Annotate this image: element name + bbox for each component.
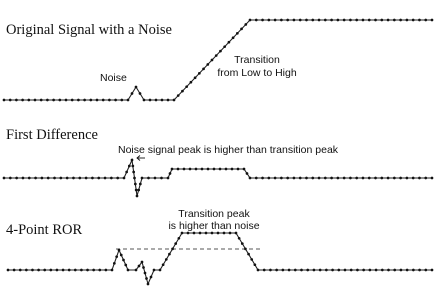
sample-point [124,264,127,267]
sample-point [66,177,69,180]
sample-point [232,36,235,39]
sample-point [28,177,31,180]
sample-point [300,269,303,272]
sample-point [229,232,232,235]
sample-point [393,269,396,272]
sample-point [135,269,138,272]
sample-point [59,177,62,180]
sample-point [165,258,168,261]
sample-point [424,177,427,180]
sample-point [318,177,321,180]
sample-point [147,283,150,286]
sample-point [3,177,6,180]
sample-point [381,269,384,272]
sample-point [349,19,352,22]
panel-original-signal [3,19,434,102]
sample-point [144,272,147,275]
sample-point [349,177,352,180]
sample-point [195,168,198,171]
sample-point [13,269,16,272]
sample-point [116,177,119,180]
transition-label-line1: Transition [234,54,280,66]
sample-point [167,99,170,102]
sample-point [138,265,141,268]
sample-point [311,19,314,22]
sample-point [135,86,138,89]
sample-point [83,99,86,102]
sample-point [337,177,340,180]
sample-point [169,172,172,175]
sample-point [110,177,113,180]
sample-point [21,99,24,102]
sample-point [369,269,372,272]
sample-point [178,237,181,240]
transition-label-line2: from Low to High [217,67,297,79]
sample-point [143,99,146,102]
sample-point [65,99,68,102]
sample-point [77,99,80,102]
sample-point [356,269,359,272]
sample-point [49,269,52,272]
sample-point [223,45,226,48]
sample-point [288,269,291,272]
sample-point [173,99,176,102]
sample-point [255,177,258,180]
sample-point [263,269,266,272]
sample-point [104,177,107,180]
sample-point [228,41,231,44]
panel-4-point-ror [6,208,433,285]
sample-point [431,19,434,22]
sample-point [56,269,59,272]
sample-point [343,19,346,22]
sample-point [43,269,46,272]
sample-point [299,177,302,180]
sample-point [318,19,321,22]
sample-point [153,269,156,272]
sample-point [78,177,81,180]
sample-point [113,262,116,265]
sample-point [22,177,25,180]
sample-point [31,269,34,272]
sample-point [261,177,264,180]
sample-point [246,172,249,175]
sample-point [343,177,346,180]
sample-point [368,19,371,22]
ror-points [7,232,434,286]
sample-point [133,177,136,180]
sample-point [136,195,139,198]
sample-point [194,76,197,79]
sample-point [141,261,144,264]
sample-point [7,269,10,272]
sample-point [267,19,270,22]
arrow-icon [137,156,145,161]
sample-point [185,85,188,88]
sample-point [193,232,196,235]
sample-point [177,94,180,97]
sample-point [3,99,6,102]
sample-point [135,189,138,192]
sample-point [131,92,134,95]
sample-point [40,99,43,102]
sample-point [418,19,421,22]
sample-point [131,159,134,162]
sample-point [387,269,390,272]
sample-point [406,19,409,22]
sample-point [311,177,314,180]
sample-point [62,269,65,272]
sample-point [299,19,302,22]
sample-point [387,19,390,22]
sample-point [418,177,421,180]
sample-point [211,232,214,235]
sample-point [374,177,377,180]
sample-point [247,253,250,256]
sample-point [108,99,111,102]
sample-point [362,177,365,180]
sample-point [250,258,253,261]
sample-point [261,19,264,22]
sample-point [161,99,164,102]
sample-point [174,242,177,245]
noise-label: Noise [100,72,127,84]
sample-point [293,177,296,180]
sample-point [305,177,308,180]
sample-point [74,269,77,272]
sample-point [255,19,258,22]
sample-point [122,259,125,262]
sample-point [286,19,289,22]
sample-point [98,269,101,272]
sample-point [431,269,434,272]
sample-point [142,266,145,269]
sample-point [155,99,158,102]
sample-point [412,19,415,22]
sample-point [215,54,218,57]
sample-point [150,276,153,279]
sample-point [134,183,137,186]
sample-point [418,269,421,272]
sample-point [71,99,74,102]
first-difference-annotation: Noise signal peak is higher than transition peak [118,144,339,156]
sample-point [282,269,285,272]
sample-point [53,177,56,180]
sample-point [213,168,216,171]
sample-point [331,269,334,272]
sample-point [154,177,157,180]
sample-point [177,168,180,171]
sample-point [380,177,383,180]
sample-point [355,177,358,180]
sample-point [123,177,126,180]
panel-title-4-point-ror: 4-Point ROR [6,222,83,238]
first-difference-points [3,159,434,198]
sample-point [374,19,377,22]
sample-point [127,269,130,272]
sample-point [375,269,378,272]
ror-annotation-line1: Transition peak [178,208,250,220]
sample-point [293,19,296,22]
sample-point [120,99,123,102]
sample-point [406,269,409,272]
sample-point [406,177,409,180]
sample-point [275,269,278,272]
sample-point [219,50,222,53]
sample-point [115,255,118,258]
sample-point [286,177,289,180]
sample-point [380,19,383,22]
sample-point [114,99,117,102]
sample-point [34,177,37,180]
sample-point [280,19,283,22]
panel-title-first-difference: First Difference [6,127,98,143]
sample-point [102,99,105,102]
sample-point [219,168,222,171]
sample-point [89,99,92,102]
sample-point [305,19,308,22]
sample-point [41,177,44,180]
sample-point [325,269,328,272]
sample-point [344,269,347,272]
sample-point [330,177,333,180]
sample-point [324,177,327,180]
sample-point [120,254,123,257]
ror-trace [8,233,432,284]
sample-point [187,232,190,235]
sample-point [80,269,83,272]
sample-point [202,68,205,71]
sample-point [201,168,204,171]
sample-point [25,269,28,272]
sample-point [125,171,128,174]
sample-point [181,90,184,93]
sample-point [337,19,340,22]
sample-point [58,99,61,102]
panel-title-original: Original Signal with a Noise [6,22,172,38]
sample-point [19,269,22,272]
sample-point [368,177,371,180]
sample-point [319,269,322,272]
sample-point [205,232,208,235]
sample-point [111,269,114,272]
sample-point [9,177,12,180]
sample-point [9,99,12,102]
sample-point [280,177,283,180]
sample-point [46,99,49,102]
sample-point [244,248,247,251]
sample-point [131,165,134,168]
sample-point [47,177,50,180]
sample-point [249,177,252,180]
sample-point [257,269,260,272]
sample-point [159,269,162,272]
sample-point [424,19,427,22]
sample-point [97,177,100,180]
sample-point [190,81,193,84]
sample-point [34,99,37,102]
sample-point [243,168,246,171]
sample-point [412,177,415,180]
sample-point [139,183,142,186]
sample-point [168,253,171,256]
sample-point [139,92,142,95]
sample-point [96,99,99,102]
sample-point [118,249,121,252]
sample-point [238,237,241,240]
sample-point [249,19,252,22]
sample-point [274,177,277,180]
sample-point [52,99,55,102]
sample-point [127,99,130,102]
sample-point [324,19,327,22]
sample-point [330,19,333,22]
sample-point [400,269,403,272]
sample-point [267,177,270,180]
sample-point [362,269,365,272]
sample-point [217,232,220,235]
sample-point [147,177,150,180]
sample-point [240,28,243,31]
sample-point [85,177,88,180]
sample-point [231,168,234,171]
sample-point [237,168,240,171]
sample-point [241,242,244,245]
ror-annotation-line2: is higher than noise [168,220,260,232]
sample-point [211,59,214,62]
sample-point [141,177,144,180]
sample-point [15,99,18,102]
sample-point [145,277,148,280]
sample-point [68,269,71,272]
sample-point [171,168,174,171]
sample-point [183,168,186,171]
sample-point [236,32,239,35]
sample-point [105,269,108,272]
sample-point [181,232,184,235]
sample-point [387,177,390,180]
sample-point [313,269,316,272]
sample-point [37,269,40,272]
sample-point [274,19,277,22]
sample-point [15,177,18,180]
sample-point [171,248,174,251]
sample-point [244,23,247,26]
sample-point [199,232,202,235]
sample-point [162,263,165,266]
panel-first-difference [3,127,434,197]
sample-point [225,168,228,171]
sample-point [412,269,415,272]
sample-point [355,19,358,22]
sample-point [399,177,402,180]
sample-point [189,168,192,171]
sample-point [393,19,396,22]
sample-point [294,269,297,272]
sample-point [149,99,152,102]
sample-point [27,99,30,102]
sample-point [137,189,140,192]
sample-point [350,269,353,272]
sample-point [254,263,257,266]
sample-point [86,269,89,272]
sample-point [235,232,238,235]
sample-point [160,177,163,180]
sample-point [132,171,135,174]
sample-point [128,165,131,168]
sample-point [393,177,396,180]
sample-point [362,19,365,22]
sample-point [167,177,170,180]
sample-point [223,232,226,235]
sample-point [399,19,402,22]
sample-point [306,269,309,272]
sample-point [207,168,210,171]
sample-point [72,177,75,180]
sample-point [91,177,94,180]
sample-point [92,269,95,272]
sample-point [337,269,340,272]
sample-point [198,72,201,75]
sample-point [424,269,427,272]
sample-point [206,63,209,66]
sample-point [431,177,434,180]
sample-point [269,269,272,272]
